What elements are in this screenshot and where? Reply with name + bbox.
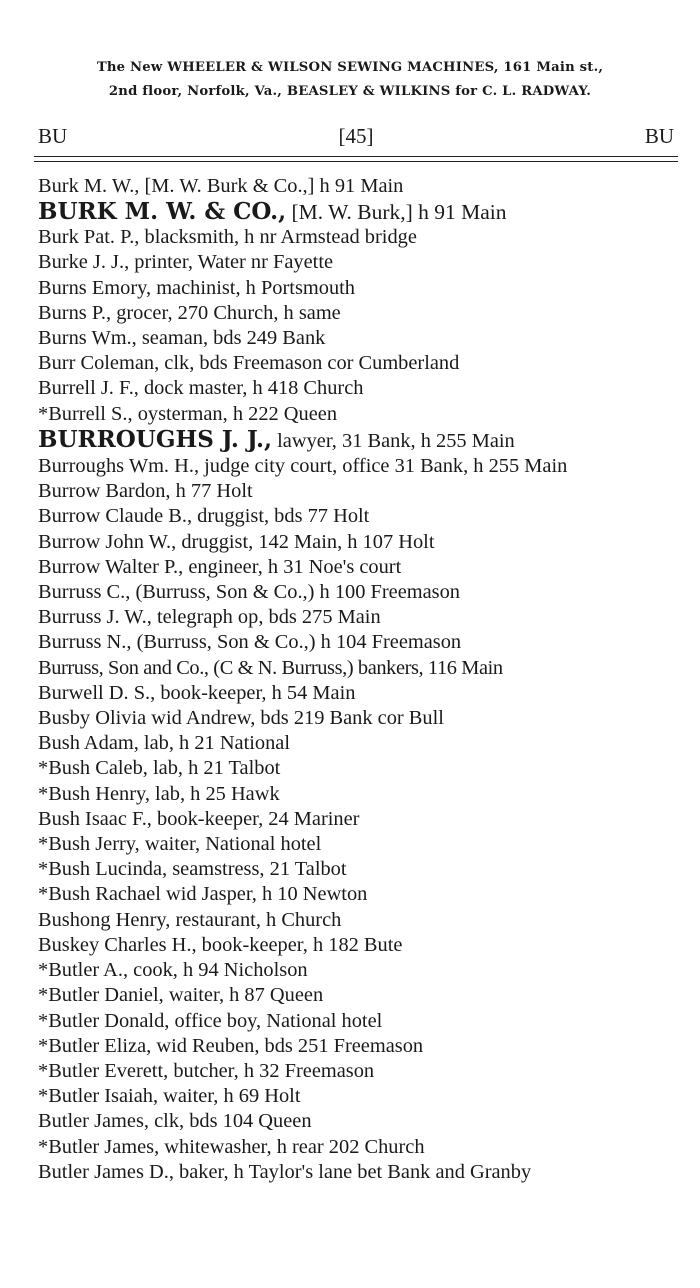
entry-details: [M. W. Burk & Co.,] h 91 Main bbox=[139, 175, 404, 197]
entry-details: book-keeper, 24 Mariner bbox=[151, 807, 360, 830]
directory-entry bbox=[38, 326, 678, 351]
entry-name: Burroughs Wm. H., bbox=[38, 455, 200, 478]
entry-name: Burruss C., bbox=[38, 581, 131, 604]
entry-details: (C & N. Burruss,) bankers, 116 Main bbox=[208, 656, 503, 679]
directory-entry bbox=[38, 656, 678, 681]
directory-entry bbox=[38, 1009, 678, 1034]
entry-name: *Burrell S., bbox=[38, 402, 133, 425]
directory-entry bbox=[38, 807, 678, 832]
running-head-right: BU bbox=[644, 124, 674, 148]
entry-details: judge city court, office 31 Bank, h 255 Main bbox=[199, 455, 568, 478]
directory-entry bbox=[38, 832, 678, 857]
entry-details: blacksmith, h nr Armstead bridge bbox=[139, 226, 417, 249]
entry-name: Burk Pat. P., bbox=[38, 226, 140, 249]
entry-details: machinist, h Portsmouth bbox=[151, 276, 356, 299]
entry-details: waiter, h 87 Queen bbox=[163, 984, 324, 1007]
directory-entry bbox=[38, 454, 678, 479]
directory-entry bbox=[38, 882, 678, 907]
entry-details: lab, h 25 Hawk bbox=[149, 782, 280, 805]
directory-entry bbox=[38, 199, 678, 225]
entry-details: lawyer, 31 Bank, h 255 Main bbox=[272, 429, 515, 452]
directory-entry bbox=[38, 706, 678, 731]
entry-name: Burrow Walter P., bbox=[38, 555, 184, 578]
entry-details: (Burruss, Son & Co.,) h 100 Freemason bbox=[130, 581, 460, 604]
entry-details: h 77 Holt bbox=[170, 480, 253, 503]
entry-name: Butler James D., bbox=[38, 1160, 174, 1183]
entry-name: Burruss, Son and Co., bbox=[38, 656, 209, 679]
entry-details: lab, h 21 Talbot bbox=[147, 757, 281, 780]
entry-details: dock master, h 418 Church bbox=[138, 377, 364, 400]
entry-details: baker, h Taylor's lane bet Bank and Granby bbox=[173, 1160, 532, 1183]
directory-entry bbox=[38, 1034, 678, 1059]
directory-entry bbox=[38, 351, 678, 376]
directory-entry bbox=[38, 225, 678, 250]
entry-details: book-keeper, h 54 Main bbox=[155, 681, 356, 704]
entry-details: oysterman, h 222 Queen bbox=[132, 402, 338, 425]
directory-entry bbox=[38, 908, 678, 933]
entry-name: Burrell J. F., bbox=[38, 377, 139, 400]
entry-details: clk, bds 104 Queen bbox=[149, 1110, 312, 1133]
directory-entry bbox=[38, 731, 678, 756]
directory-entry bbox=[38, 250, 678, 275]
entry-details: office boy, National hotel bbox=[169, 1009, 383, 1032]
header-rule-bottom bbox=[34, 161, 678, 162]
entry-details: waiter, h 69 Holt bbox=[158, 1085, 301, 1108]
directory-entry bbox=[38, 1160, 678, 1185]
directory-entry bbox=[38, 681, 678, 706]
entry-details: grocer, 270 Church, h same bbox=[111, 301, 341, 324]
entry-name: Bushong Henry, bbox=[38, 908, 171, 931]
advertisement-line-2: 2nd floor, Norfolk, Va., BEASLEY & WILKINS for C. L. RADWAY. bbox=[108, 84, 592, 99]
directory-entry bbox=[38, 402, 678, 427]
entry-name: *Butler Eliza, bbox=[38, 1034, 152, 1057]
directory-entry bbox=[38, 630, 678, 655]
directory-entry bbox=[38, 782, 678, 807]
directory-entry bbox=[38, 479, 678, 504]
entry-name: Burwell D. S., bbox=[38, 681, 156, 704]
directory-entry bbox=[38, 174, 678, 199]
entry-name: Burns P., bbox=[38, 301, 112, 324]
entry-name: BURK M. W. & CO., bbox=[38, 198, 287, 226]
header-rule-top bbox=[34, 156, 678, 157]
entry-details: (Burruss, Son & Co.,) h 104 Freemason bbox=[131, 631, 462, 654]
entry-name: Bush Adam, bbox=[38, 732, 139, 755]
advertisement-banner bbox=[0, 56, 700, 104]
directory-entry bbox=[38, 933, 678, 958]
entry-details: clk, bds Freemason cor Cumberland bbox=[159, 352, 460, 375]
entry-name: *Bush Lucinda, bbox=[38, 858, 168, 881]
entry-name: *Bush Caleb, bbox=[38, 757, 148, 780]
directory-entry bbox=[38, 857, 678, 882]
entry-name: *Bush Jerry, bbox=[38, 833, 140, 856]
entry-name: *Bush Rachael bbox=[38, 883, 161, 906]
entry-details: lab, h 21 National bbox=[138, 732, 291, 755]
running-head bbox=[38, 122, 674, 150]
entry-name: *Butler James, bbox=[38, 1135, 160, 1158]
directory-entry bbox=[38, 1059, 678, 1084]
entry-details: seamstress, 21 Talbot bbox=[167, 858, 347, 881]
entry-details: butcher, h 32 Freemason bbox=[168, 1059, 375, 1082]
page-number: [45] bbox=[338, 124, 374, 148]
directory-entries bbox=[38, 174, 678, 1185]
directory-entry bbox=[38, 504, 678, 529]
entry-name: *Butler A., bbox=[38, 959, 129, 982]
directory-entry bbox=[38, 580, 678, 605]
directory-entry bbox=[38, 958, 678, 983]
directory-entry bbox=[38, 756, 678, 781]
entry-name: Butler James, bbox=[38, 1110, 149, 1133]
entry-name: *Butler Everett, bbox=[38, 1059, 169, 1082]
entry-name: *Bush Henry, bbox=[38, 782, 150, 805]
entry-name: *Butler Donald, bbox=[38, 1009, 170, 1032]
directory-entry bbox=[38, 1135, 678, 1160]
entry-name: Buskey Charles H., bbox=[38, 933, 197, 956]
advertisement-line-1: The New WHEELER & WILSON SEWING MACHINES, 161 Main st., bbox=[96, 60, 604, 75]
directory-entry bbox=[38, 1084, 678, 1109]
entry-name: Busby Olivia bbox=[38, 707, 147, 730]
directory-entry bbox=[38, 983, 678, 1008]
directory-entry bbox=[38, 530, 678, 555]
directory-entry bbox=[38, 555, 678, 580]
directory-entry bbox=[38, 427, 678, 454]
entry-details: waiter, National hotel bbox=[139, 833, 322, 856]
entry-name: Burns Wm., bbox=[38, 327, 137, 350]
entry-name: Burr Coleman, bbox=[38, 352, 160, 375]
entry-details: [M. W. Burk,] h 91 Main bbox=[286, 200, 507, 225]
entry-details: wid Andrew, bds 219 Bank cor Bull bbox=[146, 707, 444, 730]
entry-details: cook, h 94 Nicholson bbox=[128, 959, 308, 982]
entry-name: Burke J. J., bbox=[38, 251, 130, 274]
entry-details: seaman, bds 249 Bank bbox=[136, 327, 326, 350]
directory-entry bbox=[38, 605, 678, 630]
entry-details: book-keeper, h 182 Bute bbox=[196, 933, 403, 956]
directory-entry bbox=[38, 376, 678, 401]
entry-details: printer, Water nr Fayette bbox=[129, 251, 334, 274]
entry-name: Bush Isaac F., bbox=[38, 807, 152, 830]
entry-details: wid Jasper, h 10 Newton bbox=[160, 883, 368, 906]
entry-name: Burrow John W., bbox=[38, 530, 177, 553]
entry-name: Burrow Bardon, bbox=[38, 480, 171, 503]
entry-details: wid Reuben, bds 251 Freemason bbox=[151, 1034, 424, 1057]
entry-name: Burrow Claude B., bbox=[38, 505, 193, 528]
entry-name: Burns Emory, bbox=[38, 276, 152, 299]
directory-entry bbox=[38, 276, 678, 301]
entry-name: Burruss J. W., bbox=[38, 606, 152, 629]
entry-details: druggist, bds 77 Holt bbox=[192, 505, 370, 528]
entry-name: *Butler Daniel, bbox=[38, 984, 164, 1007]
entry-name: Burruss N., bbox=[38, 631, 132, 654]
running-head-left: BU bbox=[38, 124, 68, 148]
entry-name: BURROUGHS J. J., bbox=[38, 425, 273, 453]
entry-details: druggist, 142 Main, h 107 Holt bbox=[176, 530, 435, 553]
entry-details: telegraph op, bds 275 Main bbox=[151, 606, 381, 629]
entry-details: whitewasher, h rear 202 Church bbox=[159, 1135, 425, 1158]
entry-name: Burk M. W., bbox=[38, 175, 140, 197]
directory-entry bbox=[38, 301, 678, 326]
directory-entry bbox=[38, 1109, 678, 1134]
entry-details: restaurant, h Church bbox=[170, 908, 342, 931]
entry-details: engineer, h 31 Noe's court bbox=[183, 555, 402, 578]
entry-name: *Butler Isaiah, bbox=[38, 1085, 159, 1108]
